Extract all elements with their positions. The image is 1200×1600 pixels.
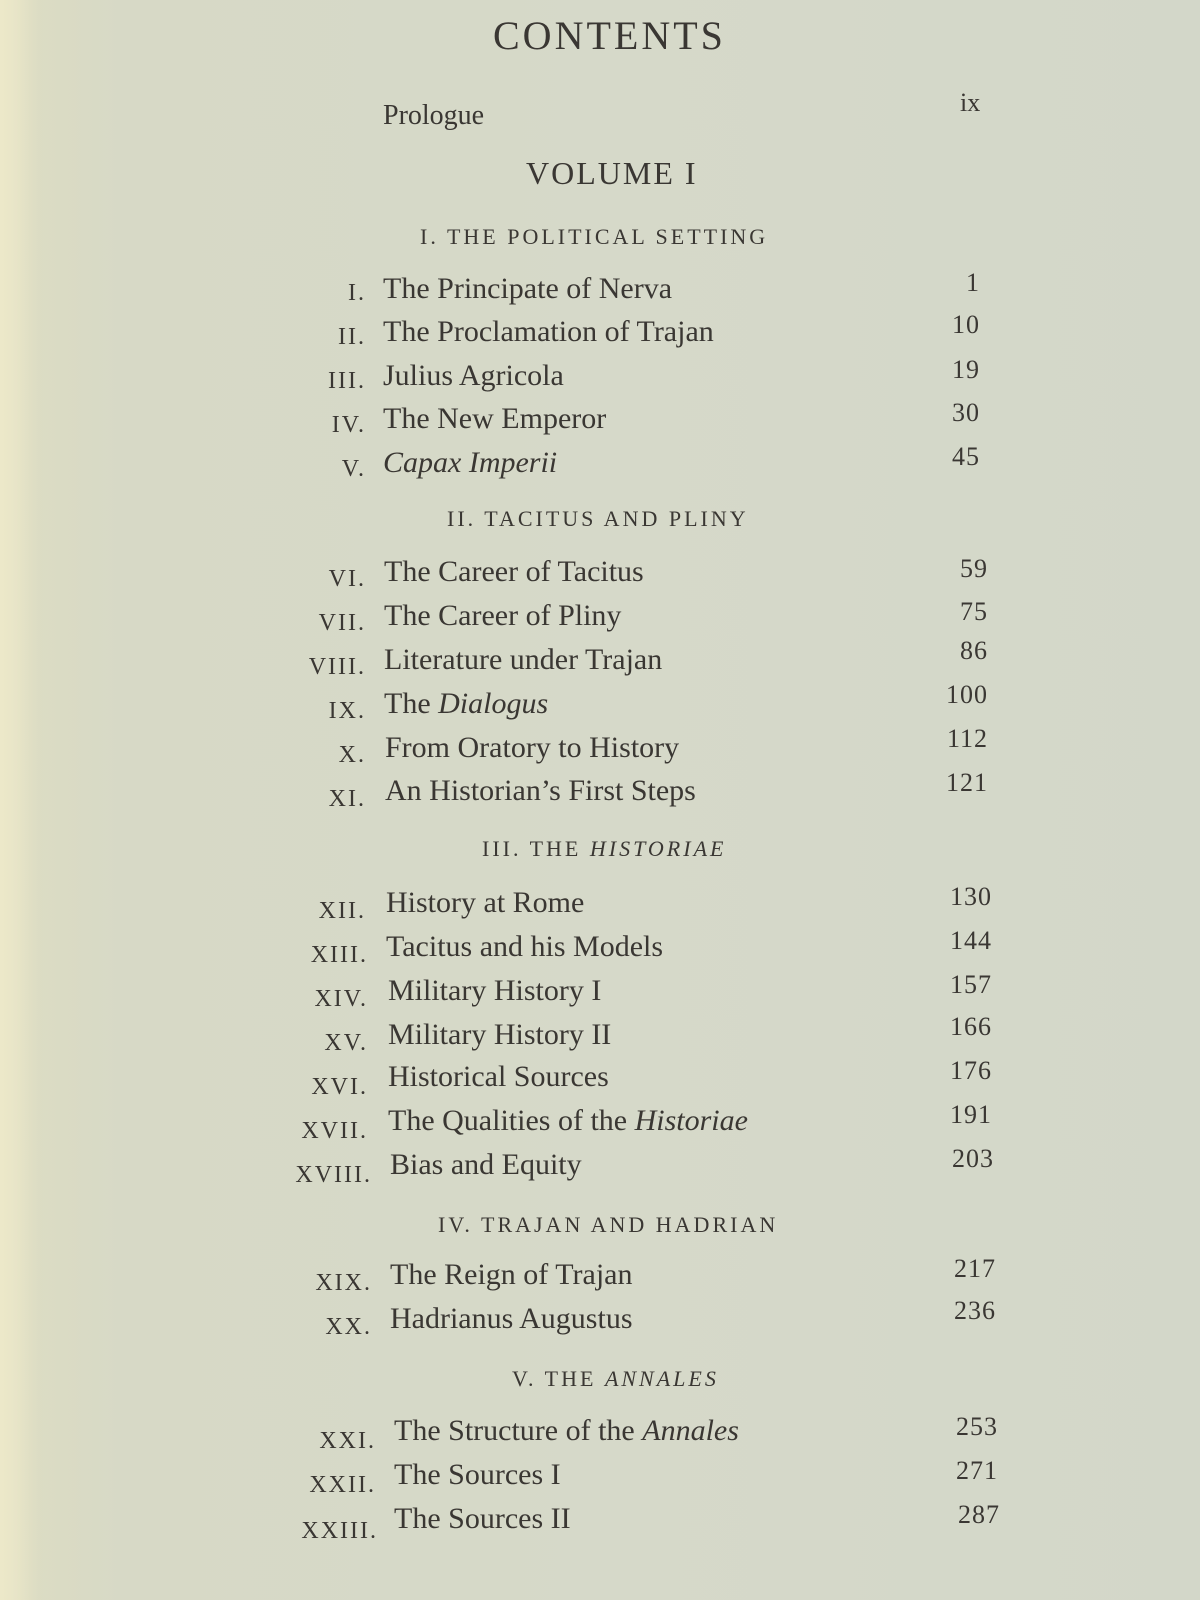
chapter-page: 236	[954, 1296, 996, 1325]
part-title: THE	[529, 836, 590, 861]
chapter-page: 144	[950, 926, 992, 955]
part-title-italic: ANNALES	[604, 1366, 719, 1391]
chapter-page: 10	[952, 310, 980, 339]
chapter-title: From Oratory to History	[385, 731, 680, 764]
chapter-number: XIII.	[310, 942, 368, 968]
chapter-page: 203	[952, 1144, 994, 1173]
chapter-number: XII.	[318, 898, 366, 924]
chapter-number: XI.	[328, 786, 366, 812]
chapter-page: 1	[966, 268, 980, 297]
chapter-number: I.	[348, 280, 366, 306]
chapter-page: 271	[956, 1456, 998, 1485]
part-number: II.	[447, 506, 477, 531]
chapter-number: IV.	[331, 412, 366, 438]
chapter-page: 59	[960, 554, 988, 583]
chapter-page: 45	[952, 442, 980, 471]
chapter-title: History at Rome	[386, 886, 585, 919]
chapter-page: 100	[946, 680, 988, 709]
part-heading	[420, 224, 768, 250]
part-heading	[482, 836, 726, 862]
part-title: THE POLITICAL SETTING	[446, 224, 769, 249]
chapter-number: III.	[328, 368, 366, 394]
chapter-number: X.	[338, 742, 366, 768]
prologue-page-number: ix	[960, 88, 981, 117]
chapter-title: Literature under Trajan	[384, 643, 663, 676]
part-heading	[438, 1212, 778, 1238]
chapter-number: VIII.	[308, 654, 366, 680]
part-heading	[512, 1366, 719, 1392]
chapter-number: XX.	[325, 1314, 372, 1340]
part-title: TACITUS AND PLINY	[484, 506, 749, 531]
chapter-page: 287	[958, 1500, 1000, 1529]
chapter-page: 130	[950, 882, 992, 911]
chapter-title: The Career of Pliny	[384, 599, 622, 632]
chapter-title: The Sources I	[394, 1458, 561, 1491]
chapter-page: 157	[950, 970, 992, 999]
chapter-number: XVII.	[301, 1118, 368, 1144]
chapter-title: Tacitus and his Models	[386, 930, 664, 963]
part-number: I.	[420, 224, 439, 249]
part-number: III.	[482, 836, 522, 861]
part-number: V.	[512, 1366, 537, 1391]
chapter-page: 121	[946, 768, 988, 797]
chapter-title: Capax Imperii	[383, 446, 558, 479]
chapter-title: The Sources II	[394, 1502, 571, 1535]
part-title: TRAJAN AND HADRIAN	[481, 1212, 779, 1237]
chapter-number: XIX.	[315, 1270, 372, 1296]
page-gutter	[0, 0, 40, 1600]
chapter-number: V.	[341, 456, 366, 482]
chapter-title: Military History I	[388, 974, 602, 1007]
chapter-page: 191	[950, 1100, 992, 1129]
chapter-page: 75	[960, 597, 988, 626]
chapter-number: VII.	[318, 610, 366, 636]
part-number: IV.	[438, 1212, 473, 1237]
chapter-number: XXIII.	[301, 1518, 378, 1544]
chapter-number: XV.	[324, 1030, 368, 1056]
chapter-title: The New Emperor	[383, 402, 607, 435]
chapter-title: The Qualities of the Historiae	[388, 1104, 748, 1137]
chapter-page: 166	[950, 1012, 992, 1041]
page-title: CONTENTS	[493, 13, 726, 58]
chapter-number: VI.	[328, 566, 366, 592]
chapter-title: The Career of Tacitus	[384, 555, 644, 588]
chapter-number: XXII.	[309, 1472, 376, 1498]
chapter-page: 176	[950, 1056, 992, 1085]
chapter-number: II.	[338, 324, 366, 350]
chapter-number: XIV.	[314, 986, 368, 1012]
chapter-title: Military History II	[388, 1018, 612, 1051]
part-title: THE	[544, 1366, 605, 1391]
chapter-title: Hadrianus Augustus	[390, 1302, 633, 1335]
volume-heading: VOLUME I	[526, 155, 698, 191]
chapter-number: IX.	[328, 698, 366, 724]
chapter-title: The Structure of the Annales	[394, 1414, 739, 1447]
chapter-title: The Reign of Trajan	[390, 1258, 633, 1291]
chapter-title: The Dialogus	[384, 687, 549, 720]
chapter-page: 112	[946, 724, 988, 753]
chapter-page: 86	[960, 636, 988, 665]
chapter-page: 217	[954, 1254, 996, 1283]
chapter-page: 253	[956, 1412, 998, 1441]
chapter-title: The Principate of Nerva	[383, 272, 673, 305]
prologue-label: Prologue	[383, 100, 485, 131]
chapter-number: XVI.	[311, 1074, 368, 1100]
part-heading	[447, 506, 749, 532]
chapter-page: 30	[952, 398, 980, 427]
chapter-title: Bias and Equity	[390, 1148, 582, 1181]
chapter-title: An Historian’s First Steps	[385, 774, 696, 807]
chapter-number: XVIII.	[295, 1162, 372, 1188]
chapter-title: Historical Sources	[388, 1060, 609, 1093]
chapter-title: Julius Agricola	[383, 359, 564, 392]
chapter-title: The Proclamation of Trajan	[383, 315, 714, 348]
part-title-italic: HISTORIAE	[589, 836, 727, 861]
chapter-number: XXI.	[319, 1428, 376, 1454]
chapter-page: 19	[952, 355, 980, 384]
